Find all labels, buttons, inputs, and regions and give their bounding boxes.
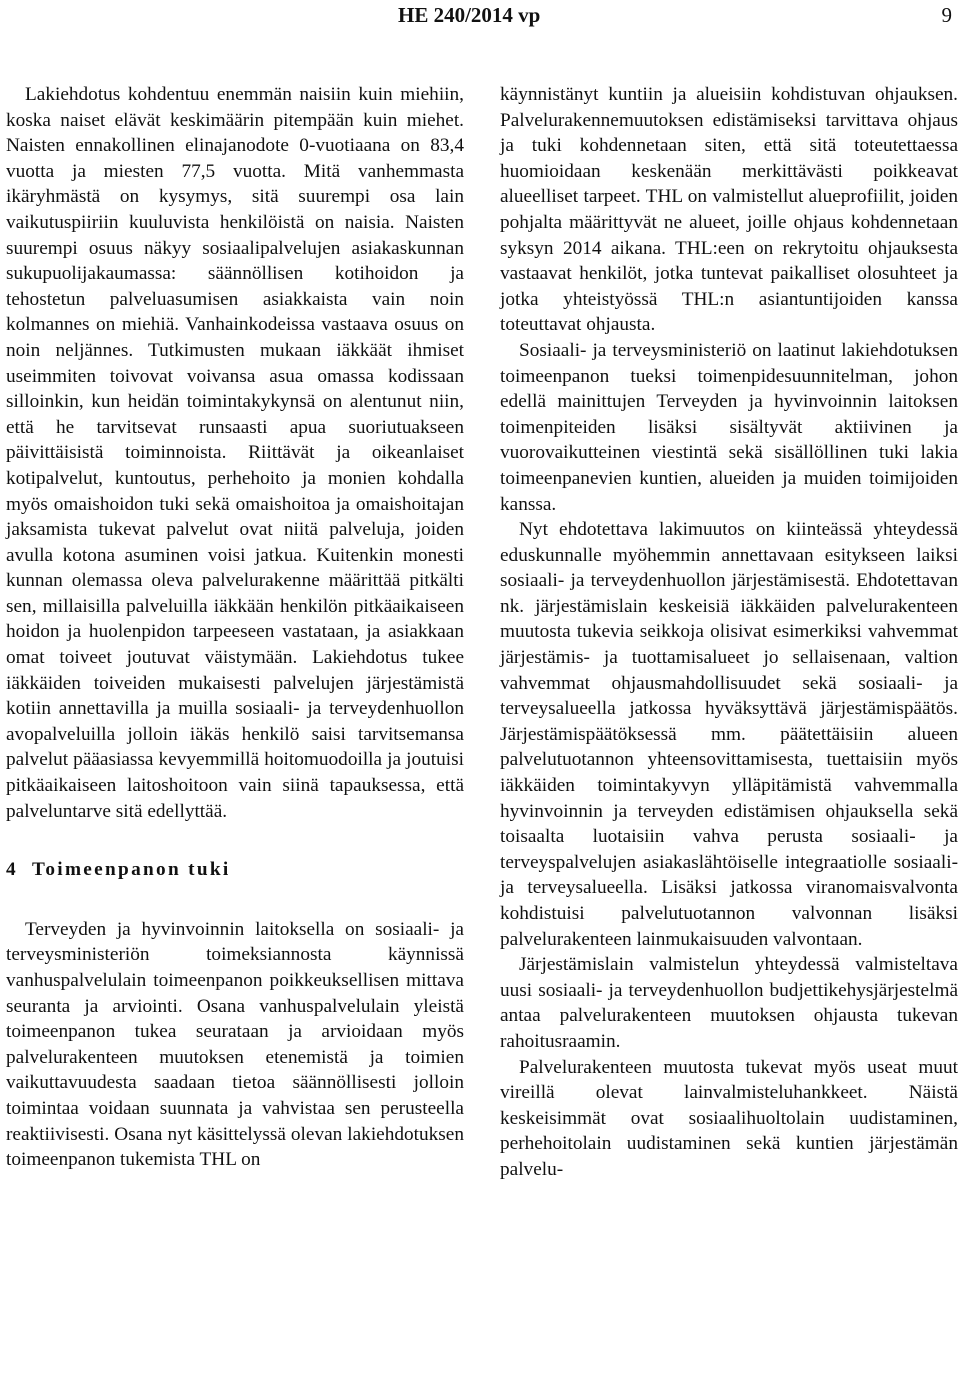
body-paragraph: Sosiaali- ja terveysministeriö on laatinut lakiehdotuksen toimeenpanon tueksi toimenpidesuunnitelman, johon edellä mainittujen Terveyden ja hyvinvoinnin laitoksen toimenpiteiden lisäksi sisältyvät aktiivinen ja vuorovaikutteinen viestintä sekä sisällöllinen tuki lakia toimeenpanevien kuntien, alueiden ja muiden toimijoiden kanssa. [500, 339, 958, 515]
body-paragraph: käynnistänyt kuntiin ja alueisiin kohdistuvan ohjauksen. Palvelurakennemuutoksen edistämiseksi tarvittava ohjaus ja tuki kohdennetaan siten, että sitä toteutettaessa huomioidaan keskenään merkittävästi poikkeavat alueelliset tarpeet. THL on valmistellut alueprofiilit, joiden pohjalta määrittyvät ne alueet, joille ohjaus kohdennetaan syksyn 2014 aikana. THL:een on rekrytoitu ohjauksesta vastaavat henkilöt, jotka tuntevat paikalliset olosuhteet ja jotka yhteistyössä THL:n asiantuntijoiden kanssa toteuttavat ohjausta. [500, 84, 958, 336]
page-number: 9 [941, 3, 952, 27]
section-title: Toimeenpanon tuki [31, 859, 231, 881]
section-heading [6, 857, 464, 883]
document-id: HE 240/2014 vp [398, 3, 541, 27]
body-paragraph: Terveyden ja hyvinvoinnin laitoksella on sosiaali- ja terveysministeriön toimeksiannosta käynnissä vanhuspalvelulain toimeenpanon poikkeuksellisen mittava seuranta ja arviointi. Osana vanhuspalvelulain yleistä toimeenpanon tukea seurataan ja arvioidaan myös palvelurakenteen muutoksen etenemistä ja toimien vaikuttavuudesta saadaan tietoa säännöllisesti jolloin toimintaa voidaan suunnata ja vahvistaa sen perusteella reaktiivisesti. Osana nyt käsittelyssä olevan lakiehdotuksen toimeenpanon tukemista THL on [6, 918, 464, 1171]
body-paragraph: Nyt ehdotettava lakimuutos on kiinteässä yhteydessä eduskunnalle myöhemmin annettavaan esitykseen laiksi sosiaali- ja terveydenhuollon järjestämisestä. Ehdotettavan nk. järjestämislain keskeisiä iäkkäiden palvelurakenteen muutosta tukevia seikkoja olisivat esimerkiksi vahvemmat järjestämis- ja tuottamisalueet jo sellaisenaan, valtion vahvemmat ohjausmahdollisuudet sekä sosiaali- ja terveysalueella jatkossa hyväksyttävä järjestämispäätös. Järjestämispäätöksessä mm. päätettäisiin alueen palvelutuotannon yhteensovittamisesta, tuettaisiin myös iäkkäiden toimintakyvyn ylläpitämistä vahvemmalla hyvinvoinnin ja terveyden edistämisen ohjauksella sekä toisaalta luotaisiin vahva perusta sosiaali- ja terveyspalvelujen asiakaslähtöiselle integraatiolle sosiaali- ja terveysalueella. Lisäksi jatkossa viranomaisvalvonta kohdistuisi palvelutuotannon valvonnan lisäksi palvelurakenteen lainmukaisuuden valvontaan. [500, 519, 958, 950]
section-number: 4 [6, 859, 18, 881]
left-column [6, 82, 464, 1173]
body-paragraph: Palvelurakenteen muutosta tukevat myös useat muut vireillä olevat lainvalmisteluhankkeet. Näistä keskeisimmät ovat sosiaalihuoltolain uudistaminen, perhehoitolain uudistaminen sekä kuntien järjestämän palvelu- [500, 1056, 958, 1180]
body-paragraph: Lakiehdotus kohdentuu enemmän naisiin kuin miehiin, koska naiset elävät keskimäärin pitempään kuin miehet. Naisten ennakollinen elinajanodote 0-vuotiaana on 83,4 vuotta ja miesten 77,5 vuotta. Mitä vanhemmasta ikäryhmästä on kysymys, sitä suurempi osa lain vaikutuspiiriin kuuluvista henkilöistä on naisia. Naisten suurempi osuus näkyy sosiaalipalvelujen asiakaskunnan sukupuolijakaumassa: säännöllisen kotihoidon ja tehostetun palveluasumisen asiakkaista vain noin kolmannes on miehiä. Vanhainkodeissa vastaava osuus on noin neljännes. Tutkimusten mukaan iäkkäät ihmiset useimmiten toivovat voivansa asua omassa kodissaan silloinkin, kun heidän toimintakykynsä on alentunut niin, että he tarvitsevat runsaasti apua suoriutuakseen päivittäisistä toiminnoista. Riittävät ja oikeanlaiset kotipalvelut, kuntoutus, perhehoito ja monien kohdalla myös omaishoidon tuki sekä omaishoitoa ja omaishoitajan jaksamista tukevat palvelut ovat niitä palveluja, joiden avulla kotona asuminen voisi jatkua. Kuitenkin monesti kunnan olemassa oleva palvelurakenne määrittää pitkälti sen, millaisilla palveluilla iäkkään henkilön pitkäaikaiseen hoidon ja huolenpidon tarpeeseen vastataan, ja asiakkaan omat toiveet joutuvat väistymään. Lakiehdotus tukee iäkkäiden toiveiden mukaisesti palvelujen järjestämistä kotiin annettavilla ja muilla sosiaali- ja terveydenhuollon avopalveluilla jolloin iäkäs henkilö saisi tarvitsemansa palvelut pääasiassa kevyemmillä hoitomuodoilla ja joutuisi pitkäaikaiseen laitoshoitoon vain siinä tapauksessa, että palveluntarve sitä edellyttää. [6, 84, 464, 822]
body-paragraph: Järjestämislain valmistelun yhteydessä valmisteltava uusi sosiaali- ja terveydenhuollon budjettikehysjärjestelmä antaa palvelurakenteen muutoksen ohjausta tukevan rahoitusraamin. [500, 954, 958, 1052]
right-column [500, 82, 958, 1183]
